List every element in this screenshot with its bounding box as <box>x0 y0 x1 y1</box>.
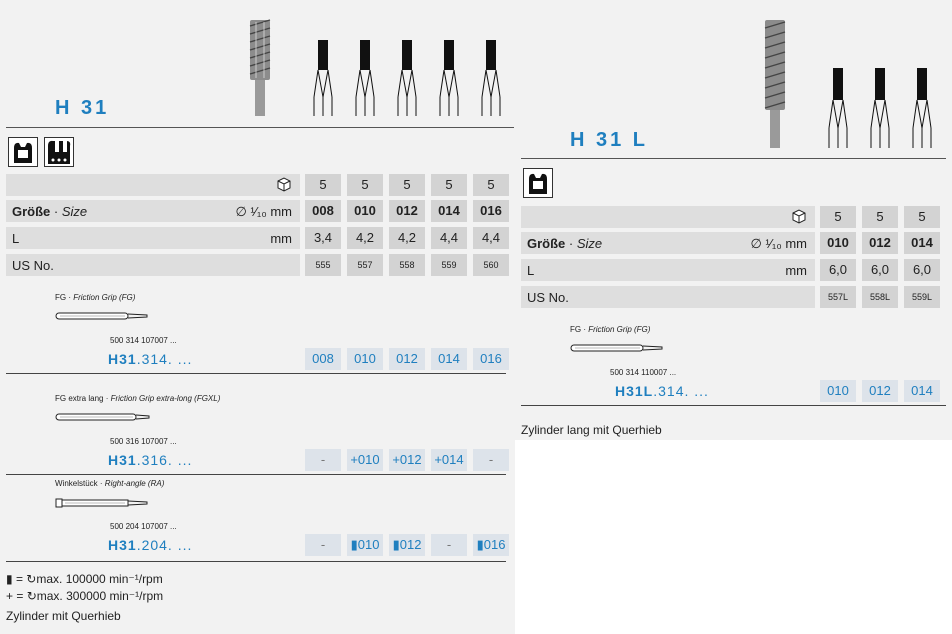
us-number-cell: 560 <box>473 254 509 276</box>
order-code-cell: +014 <box>431 449 467 471</box>
size-label: Größe · Size <box>12 204 88 219</box>
us-number-cell: 558 <box>389 254 425 276</box>
size-cell: 012 <box>389 200 425 222</box>
shape-description: Zylinder mit Querhieb <box>6 609 121 623</box>
pack-quantity-cell: 5 <box>473 174 509 196</box>
size-cell: 010 <box>820 232 856 254</box>
size-cell: 014 <box>904 232 940 254</box>
order-code-cell: 016 <box>473 348 509 370</box>
pack-quantity-cell: 5 <box>431 174 467 196</box>
legend-text: = ↻max. 100000 min⁻¹/rpm <box>15 572 163 586</box>
size-unit: ∅ ¹⁄₁₀ mm <box>750 236 807 251</box>
package-icon <box>276 176 292 192</box>
pack-quantity-cell: 5 <box>862 206 898 228</box>
length-cell: 4,2 <box>347 227 383 249</box>
order-code-cell: 012 <box>389 348 425 370</box>
size-cell: 014 <box>431 200 467 222</box>
us-number-row <box>521 286 815 308</box>
crown-prep-icon <box>523 168 553 198</box>
length-label: L <box>12 231 20 246</box>
order-code-cell: 008 <box>305 348 341 370</box>
order-code-cell: ▮012 <box>389 534 425 556</box>
article-number: 500 316 107007 ... <box>110 437 177 446</box>
order-code-cell: 014 <box>431 348 467 370</box>
shank-image <box>55 412 151 422</box>
bur-image <box>759 16 791 148</box>
pack-quantity-cell: 5 <box>389 174 425 196</box>
us-number-cell: 558L <box>862 286 898 308</box>
order-code-cell: 010 <box>820 380 856 402</box>
order-code-cell: +010 <box>347 449 383 471</box>
variant-label: FG extra lang · Friction Grip extra-long (FGXL) <box>55 394 221 403</box>
order-number: H31.314. ... <box>108 351 193 367</box>
us-number-cell: 559L <box>904 286 940 308</box>
size-silhouette <box>313 40 333 116</box>
order-code-cell: 012 <box>862 380 898 402</box>
length-label: L <box>527 263 535 278</box>
size-silhouette <box>912 68 932 148</box>
legend-line-2 <box>6 589 163 603</box>
variant-label: FG · Friction Grip (FG) <box>55 293 136 302</box>
length-cell: 6,0 <box>820 259 856 281</box>
variant-divider <box>521 405 946 406</box>
pack-quantity-row <box>521 206 815 228</box>
us-number-cell: 555 <box>305 254 341 276</box>
pack-quantity-cell: 5 <box>347 174 383 196</box>
order-code-cell: - <box>431 534 467 556</box>
us-number-cell: 559 <box>431 254 467 276</box>
shank-image <box>55 497 151 509</box>
bur-image <box>244 16 276 116</box>
us-number-label: US No. <box>527 290 569 305</box>
cavity-prep-icon <box>44 137 74 167</box>
us-number-label: US No. <box>12 258 54 273</box>
legend-line-1 <box>6 572 163 586</box>
size-silhouette <box>870 68 890 148</box>
legend-symbol: + <box>6 589 14 603</box>
crown-prep-icon <box>8 137 38 167</box>
size-silhouette <box>355 40 375 116</box>
pack-quantity-cell: 5 <box>305 174 341 196</box>
variant-label: Winkelstück · Right-angle (RA) <box>55 479 165 488</box>
order-code-cell: +012 <box>389 449 425 471</box>
title-divider <box>6 127 514 128</box>
order-number: H31.204. ... <box>108 537 193 553</box>
size-silhouette <box>828 68 848 148</box>
title-divider <box>521 158 946 159</box>
order-code-cell: - <box>473 449 509 471</box>
size-cell: 016 <box>473 200 509 222</box>
order-code-cell: ▮016 <box>473 534 509 556</box>
length-cell: 3,4 <box>305 227 341 249</box>
order-number: H31L.314. ... <box>615 383 709 399</box>
size-row <box>6 200 300 222</box>
length-cell: 4,4 <box>431 227 467 249</box>
size-cell: 010 <box>347 200 383 222</box>
us-number-cell: 557 <box>347 254 383 276</box>
variant-label: FG · Friction Grip (FG) <box>570 325 651 334</box>
h31l-panel <box>515 0 952 440</box>
size-row <box>521 232 815 254</box>
length-unit: mm <box>785 263 807 278</box>
shank-image <box>570 343 666 353</box>
length-cell: 6,0 <box>904 259 940 281</box>
article-number: 500 314 110007 ... <box>610 368 677 377</box>
us-number-row <box>6 254 300 276</box>
package-icon <box>791 208 807 224</box>
shape-description: Zylinder lang mit Querhieb <box>521 423 662 437</box>
size-silhouette <box>439 40 459 116</box>
order-code-cell: - <box>305 449 341 471</box>
size-cell: 012 <box>862 232 898 254</box>
size-silhouette <box>397 40 417 116</box>
length-cell: 4,4 <box>473 227 509 249</box>
variant-divider <box>6 373 506 374</box>
order-code-cell: 014 <box>904 380 940 402</box>
length-unit: mm <box>270 231 292 246</box>
us-number-cell: 557L <box>820 286 856 308</box>
length-row <box>6 227 300 249</box>
order-number: H31.316. ... <box>108 452 193 468</box>
order-code-cell: - <box>305 534 341 556</box>
article-number: 500 314 107007 ... <box>110 336 177 345</box>
legend-text: = ↻max. 300000 min⁻¹/rpm <box>16 589 164 603</box>
size-unit: ∅ ¹⁄₁₀ mm <box>235 204 292 219</box>
size-cell: 008 <box>305 200 341 222</box>
variant-divider <box>6 474 506 475</box>
shank-image <box>55 311 151 321</box>
pack-quantity-cell: 5 <box>820 206 856 228</box>
order-code-cell: 010 <box>347 348 383 370</box>
pack-quantity-row <box>6 174 300 196</box>
length-row <box>521 259 815 281</box>
product-title: H 31 <box>55 97 110 119</box>
article-number: 500 204 107007 ... <box>110 522 177 531</box>
product-title: H 31 L <box>570 129 649 151</box>
legend-symbol: ▮ <box>6 572 13 586</box>
variant-divider <box>6 561 506 562</box>
size-silhouette <box>481 40 501 116</box>
order-code-cell: ▮010 <box>347 534 383 556</box>
length-cell: 4,2 <box>389 227 425 249</box>
length-cell: 6,0 <box>862 259 898 281</box>
pack-quantity-cell: 5 <box>904 206 940 228</box>
size-label: Größe · Size <box>527 236 603 251</box>
